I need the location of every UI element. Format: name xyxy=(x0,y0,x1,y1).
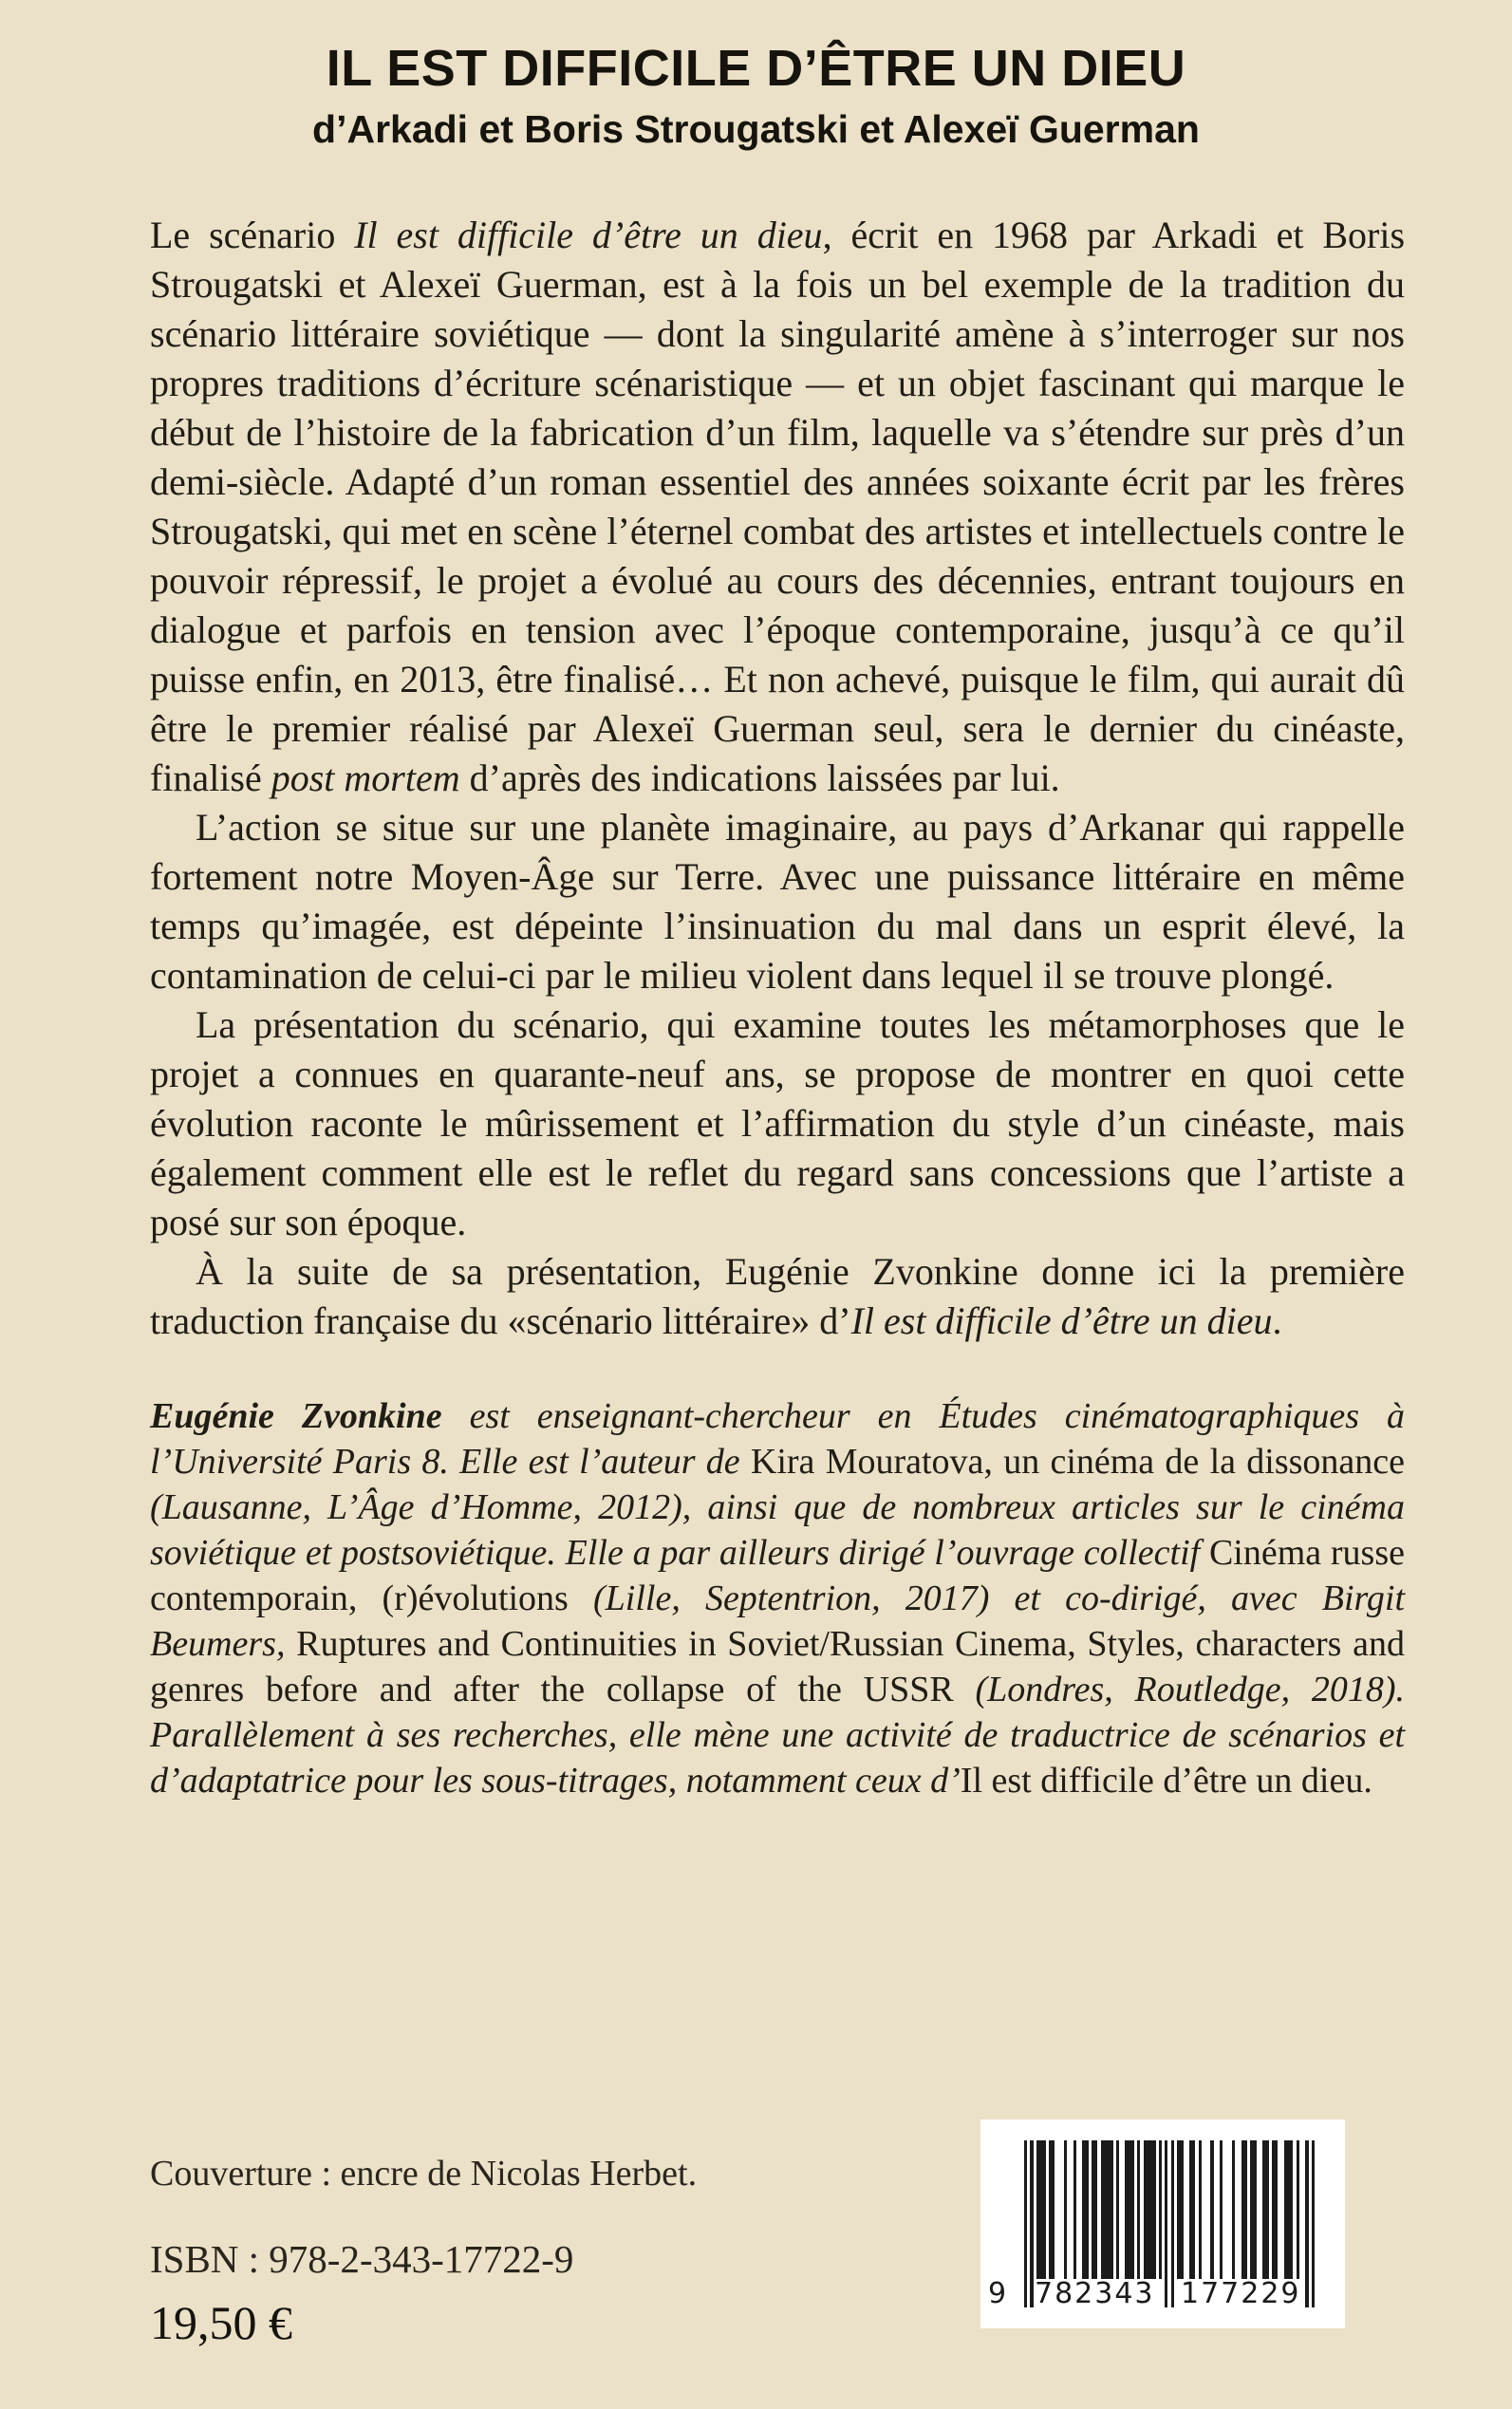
barcode xyxy=(980,2120,1345,2328)
text-run: Il est difficile d’être un dieu xyxy=(354,214,823,256)
barcode-digits xyxy=(980,2277,1345,2319)
text-run: d’après des indications laissées par lui. xyxy=(459,756,1060,799)
text-run: est enseignant-chercheur en Études cinématographiques à l’Université Paris 8. Elle est l’auteur de xyxy=(150,1396,1405,1482)
content-column xyxy=(150,211,1405,1839)
barcode-digits-right: 177229 xyxy=(1181,2277,1301,2310)
text-run: Le scénario xyxy=(150,214,355,256)
text-run: Kira Mouratova, un cinéma de la dissonance xyxy=(750,1442,1405,1482)
authors-line: d’Arkadi et Boris Strougatski et Alexeï Guerman xyxy=(312,107,1200,151)
header xyxy=(0,40,1512,152)
text-run: Cinéma russe contemporain, (r)évolutions xyxy=(150,1533,1406,1618)
price: 19,50 € xyxy=(150,2296,292,2349)
text-run: Il est difficile d’être un dieu xyxy=(850,1299,1273,1342)
author-bio xyxy=(150,1393,1405,1803)
barcode-digits-left: 782343 xyxy=(1035,2277,1155,2310)
cover-credit: Couverture : encre de Nicolas Herbet. xyxy=(150,2154,698,2194)
text-run: Ruptures and Continuities in Soviet/Russian Cinema, Styles, characters and genres before and after the collapse of the USSR xyxy=(150,1624,1406,1709)
text-run: À la suite de sa présentation, Eugénie Zvonkine donne ici la première traduction française du «scénario littéraire» d’ xyxy=(150,1250,1405,1342)
text-run: , écrit en 1968 par Arkadi et Boris Strougatski et Alexeï Guerman, est à la fois un bel exemple de la tradition du scénario littéraire soviétique — dont la singularité amène à s’interroger sur nos propres traditions d’écriture scénaristique — et un objet fascinant qui marque le début de l’histoire de la fabrication d’un film, laquelle va s’étendre sur près d’un demi-siècle. Adapté d’un roman essentiel des années soixante écrit par les frères Strougatski, qui met en scène l’éternel combat des artistes et intellectuels contre le pouvoir répressif, le projet a évolué au cours des décennies, entrant toujours en dialogue et parfois en tension avec l’époque contemporaine, jusqu’à ce qu’il puisse enfin, en 2013, être finalisé… Et non achevé, puisque le film, qui aurait dû être le premier réalisé par Alexeï Guerman seul, sera le dernier du cinéaste, finalisé xyxy=(150,214,1406,799)
text-run: . xyxy=(1272,1299,1282,1342)
text-run: L’action se situe sur une planète imaginaire, au pays d’Arkanar qui rappelle fortement notre Moyen-Âge sur Terre. Avec une puissance littéraire en même temps qu’imagée, est dépeinte l’insinuation du mal dans un esprit élevé, la contamination de celui-ci par le milieu violent dans lequel il se trouve plongé. xyxy=(150,806,1405,997)
text-run: (Londres, Routledge, 2018). Parallèlement à ses recherches, elle mène une activité de traductrice de scénarios et d’adaptatrice pour les sous-titrages, notamment ceux d’ xyxy=(150,1670,1405,1801)
text-run: La présentation du scénario, qui examine toutes les métamorphoses que le projet a connues en quarante-neuf ans, se propose de montrer en quoi cette évolution raconte le mûrissement et l’affirmation du style d’un cinéaste, mais également comment elle est le reflet du regard sans concessions que l’artiste a posé sur son époque. xyxy=(150,1003,1405,1243)
book-title: IL EST DIFFICILE D’ÊTRE UN DIEU xyxy=(326,40,1186,97)
synopsis-paragraph xyxy=(150,803,1405,1000)
synopsis xyxy=(150,211,1405,1346)
text-run: post mortem xyxy=(271,756,460,799)
isbn: ISBN : 978-2-343-17722-9 xyxy=(150,2237,574,2281)
text-run: Eugénie Zvonkine xyxy=(150,1396,442,1436)
barcode-digit-first: 9 xyxy=(988,2277,1007,2310)
synopsis-paragraph xyxy=(150,1247,1405,1346)
synopsis-paragraph xyxy=(150,1000,1405,1247)
synopsis-paragraph xyxy=(150,211,1405,803)
text-run: (Lausanne, L’Âge d’Homme, 2012), ainsi que de nombreux articles sur le cinéma soviétique et postsoviétique. Elle a par ailleurs dirigé l’ouvrage collectif xyxy=(150,1487,1405,1573)
text-run: (Lille, Septentrion, 2017) et co-dirigé, avec Birgit Beumers, xyxy=(150,1578,1406,1664)
text-run: Il est difficile d’être un dieu. xyxy=(960,1761,1372,1801)
